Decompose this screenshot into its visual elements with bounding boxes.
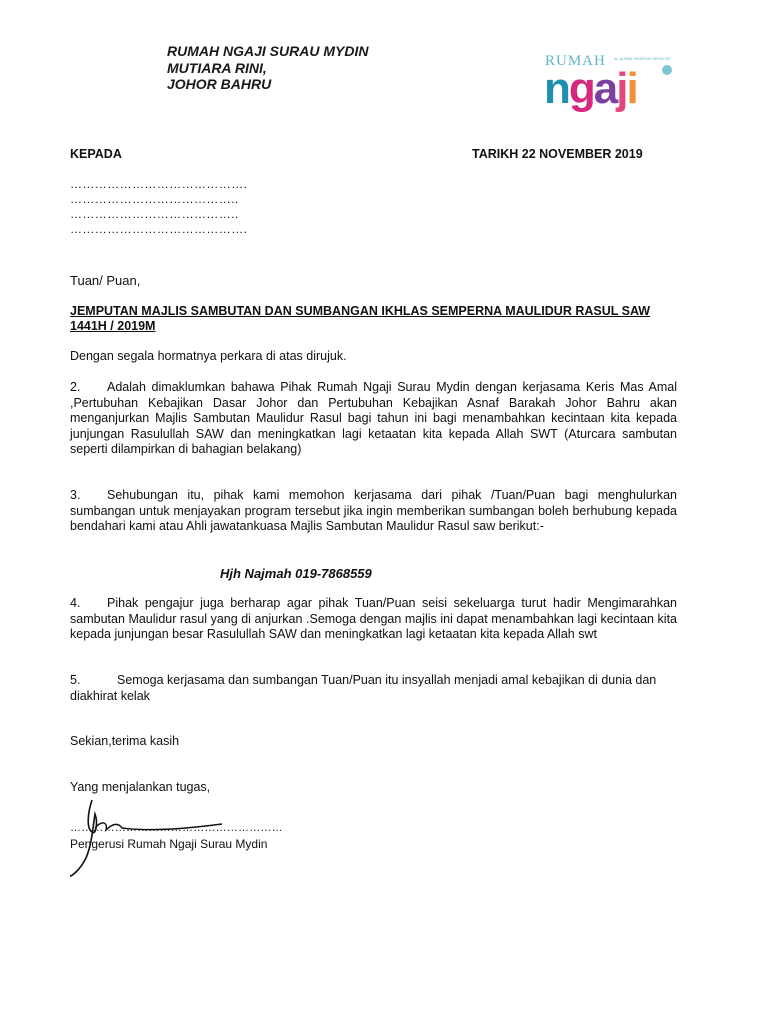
- date-label: TARIKH 22 NOVEMBER 2019: [472, 147, 643, 161]
- paragraph-text: Adalah dimaklumkan bahawa Pihak Rumah Ngaji Surau Mydin dengan kerjasama Keris Mas Amal ,Pertubuhan Kebajikan Dasar Johor dan Pertubuhan Kebajikan Asnaf Barakah Johor Bahru akan menganjurkan Majlis Sambutan Maulidur Rasul bagi tahun ini bagi menambahkan kecintaan kita kepada junjungan Rasulullah SAW dan meningkatkan lagi ketaatan kita kepada Allah SWT (Aturcara sambutan seperti dilampirkan di bahagian belakang): [70, 380, 677, 456]
- paragraph-4: [70, 596, 677, 643]
- logo-small-text: AL-QURAN GENERASI MERAKYAT: [614, 57, 671, 61]
- paragraph-text: Sehubungan itu, pihak kami memohon kerjasama dari pihak /Tuan/Puan bagi menghulurkan sumbangan untuk menjayakan program tersebut jika ingin memberikan sumbangan boleh berhubung kepada bendahari kami atau Ahli jawatankuasa Majlis Sambutan Maulidur Rasul saw berikut:-: [70, 488, 677, 533]
- rumah-ngaji-logo: [540, 48, 680, 112]
- address-line: …………………………………….: [70, 222, 248, 236]
- signatory-title: Pengerusi Rumah Ngaji Surau Mydin: [70, 837, 268, 851]
- contact-person: Hjh Najmah 019-7868559: [220, 566, 372, 581]
- closing-text: Sekian,terima kasih: [70, 734, 180, 748]
- letterhead-line-1: RUMAH NGAJI SURAU MYDIN: [167, 43, 369, 59]
- paragraph-number: 4.: [70, 596, 81, 610]
- paragraph-2: [70, 380, 677, 458]
- paragraph-number: 2.: [70, 380, 81, 394]
- paragraph-text-line-2: diakhirat kelak: [70, 688, 150, 703]
- paragraph-text: Pihak pengajur juga berharap agar pihak Tuan/Puan seisi sekeluarga turut hadir Mengimarahkan sambutan Maulidur rasul yang di anjurkan .Semoga dengan majlis ini dapat menambahkan lagi kecintaan kita kepada junjungan besar Rasulullah SAW dan meningkatkan lagi ketaatan kita kepada Allah swt: [70, 596, 677, 641]
- letterhead-line-2: MUTIARA RINI,: [167, 59, 267, 76]
- letterhead-line-3: JOHOR BAHRU: [167, 76, 272, 92]
- signature-line: …………………………………………………: [70, 822, 283, 834]
- logo-top-text: RUMAH: [545, 53, 606, 69]
- paragraph-3: [70, 488, 677, 535]
- logo-badge-icon: [662, 65, 672, 75]
- sign-off: Yang menjalankan tugas,: [70, 780, 211, 794]
- address-placeholder: [70, 177, 247, 237]
- paragraph-1: Dengan segala hormatnya perkara di atas dirujuk.: [70, 349, 347, 363]
- address-line: …………………………………..: [70, 192, 239, 206]
- letterhead-address: [167, 43, 368, 93]
- paragraph-text: Semoga kerjasama dan sumbangan Tuan/Puan itu insyallah menjadi amal kebajikan di dunia dan: [117, 673, 657, 687]
- logo-main-text: ngaji: [544, 64, 637, 112]
- letter-subject: JEMPUTAN MAJLIS SAMBUTAN DAN SUMBANGAN IKHLAS SEMPERNA MAULIDUR RASUL SAW 1441H / 2019M: [70, 304, 651, 333]
- paragraph-number: 5.: [70, 673, 81, 687]
- paragraph-5: [70, 673, 677, 704]
- recipient-label: KEPADA: [70, 147, 122, 161]
- address-line: …………………………………….: [70, 177, 248, 191]
- address-line: …………………………………..: [70, 207, 239, 221]
- greeting: Tuan/ Puan,: [70, 273, 141, 288]
- paragraph-number: 3.: [70, 488, 81, 502]
